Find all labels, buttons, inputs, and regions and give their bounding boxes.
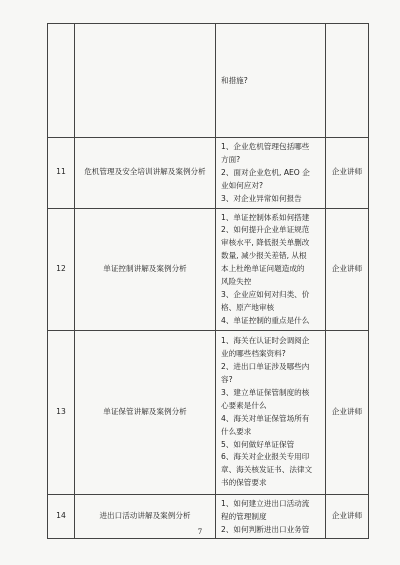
content-line: 本上杜绝单证问题造成的 — [221, 264, 305, 274]
content-line: 2、如何判断进出口业务管 — [221, 524, 310, 534]
row-number: 11 — [48, 138, 75, 209]
content-line: 容? — [221, 374, 233, 384]
speaker-type: 企业讲师 — [326, 208, 369, 330]
course-topic: 单证保管讲解及案例分析 — [75, 330, 216, 494]
content-line: 3、企业应如何对归类、价 — [221, 289, 310, 299]
content-line: 心要素是什么 — [221, 400, 267, 410]
course-content — [216, 138, 326, 209]
content-line: 4、海关对单证保管场所有 — [221, 413, 310, 423]
page-number: 7 — [197, 528, 203, 536]
course-topic: 进出口活动讲解及案例分析 — [75, 494, 216, 539]
speaker-type: 企业讲师 — [326, 494, 369, 539]
row-number — [48, 24, 75, 138]
content-line: 2、进出口单证涉及哪些内 — [221, 362, 310, 372]
content-line: 2、如何提升企业单证规范 — [221, 225, 310, 235]
course-content — [216, 24, 326, 138]
content-line: 业如何应对? — [221, 180, 263, 190]
content-line: 4、单证控制的重点是什么 — [221, 315, 310, 325]
content-line: 风险失控 — [221, 277, 252, 287]
course-topic: 危机管理及安全培训讲解及案例分析 — [75, 138, 216, 209]
speaker-type: 企业讲师 — [326, 138, 369, 209]
speaker-type — [326, 24, 369, 138]
content-line: 2、面对企业危机, AEO 企 — [221, 167, 310, 177]
content-line: 程的管理制度 — [221, 511, 267, 521]
table-row — [48, 330, 369, 494]
content-line: 3、建立单证保管制度的核 — [221, 387, 310, 397]
content-line: 和措施? — [221, 75, 248, 85]
content-line: 格、原产地审核 — [221, 302, 275, 312]
speaker-type: 企业讲师 — [326, 330, 369, 494]
content-line: 1、企业危机管理包括哪些 — [221, 142, 310, 151]
content-line: 审核水平, 降低报关单删改 — [221, 238, 310, 248]
content-line: 什么要求 — [221, 426, 252, 436]
table-row — [48, 138, 369, 209]
row-number: 13 — [48, 330, 75, 494]
content-line: 1、如何建立进出口活动流 — [221, 498, 310, 508]
table-row — [48, 208, 369, 330]
course-topic — [75, 24, 216, 138]
content-line: 1、海关在认证时会调阅企 — [221, 336, 310, 346]
content-line: 数量, 减少报关差错, 从根 — [221, 251, 307, 261]
content-line: 书的保管要求 — [221, 478, 267, 488]
content-line: 方面? — [221, 154, 241, 164]
course-content — [216, 330, 326, 494]
table-row — [48, 24, 369, 138]
row-number: 12 — [48, 208, 75, 330]
content-line: 业的哪些档案资料? — [221, 349, 286, 359]
content-line: 5、如何做好单证保管 — [221, 439, 295, 449]
course-topic: 单证控制讲解及案例分析 — [75, 208, 216, 330]
row-number: 14 — [48, 494, 75, 539]
content-line: 章、海关核发证书、法律文 — [221, 465, 313, 475]
training-table — [47, 23, 369, 539]
content-line: 1、单证控制体系如何搭建 — [221, 212, 310, 222]
content-line: 3、对企业异常如何报告 — [221, 193, 302, 203]
content-line: 6、海关对企业报关专用印 — [221, 452, 310, 462]
course-content — [216, 208, 326, 330]
